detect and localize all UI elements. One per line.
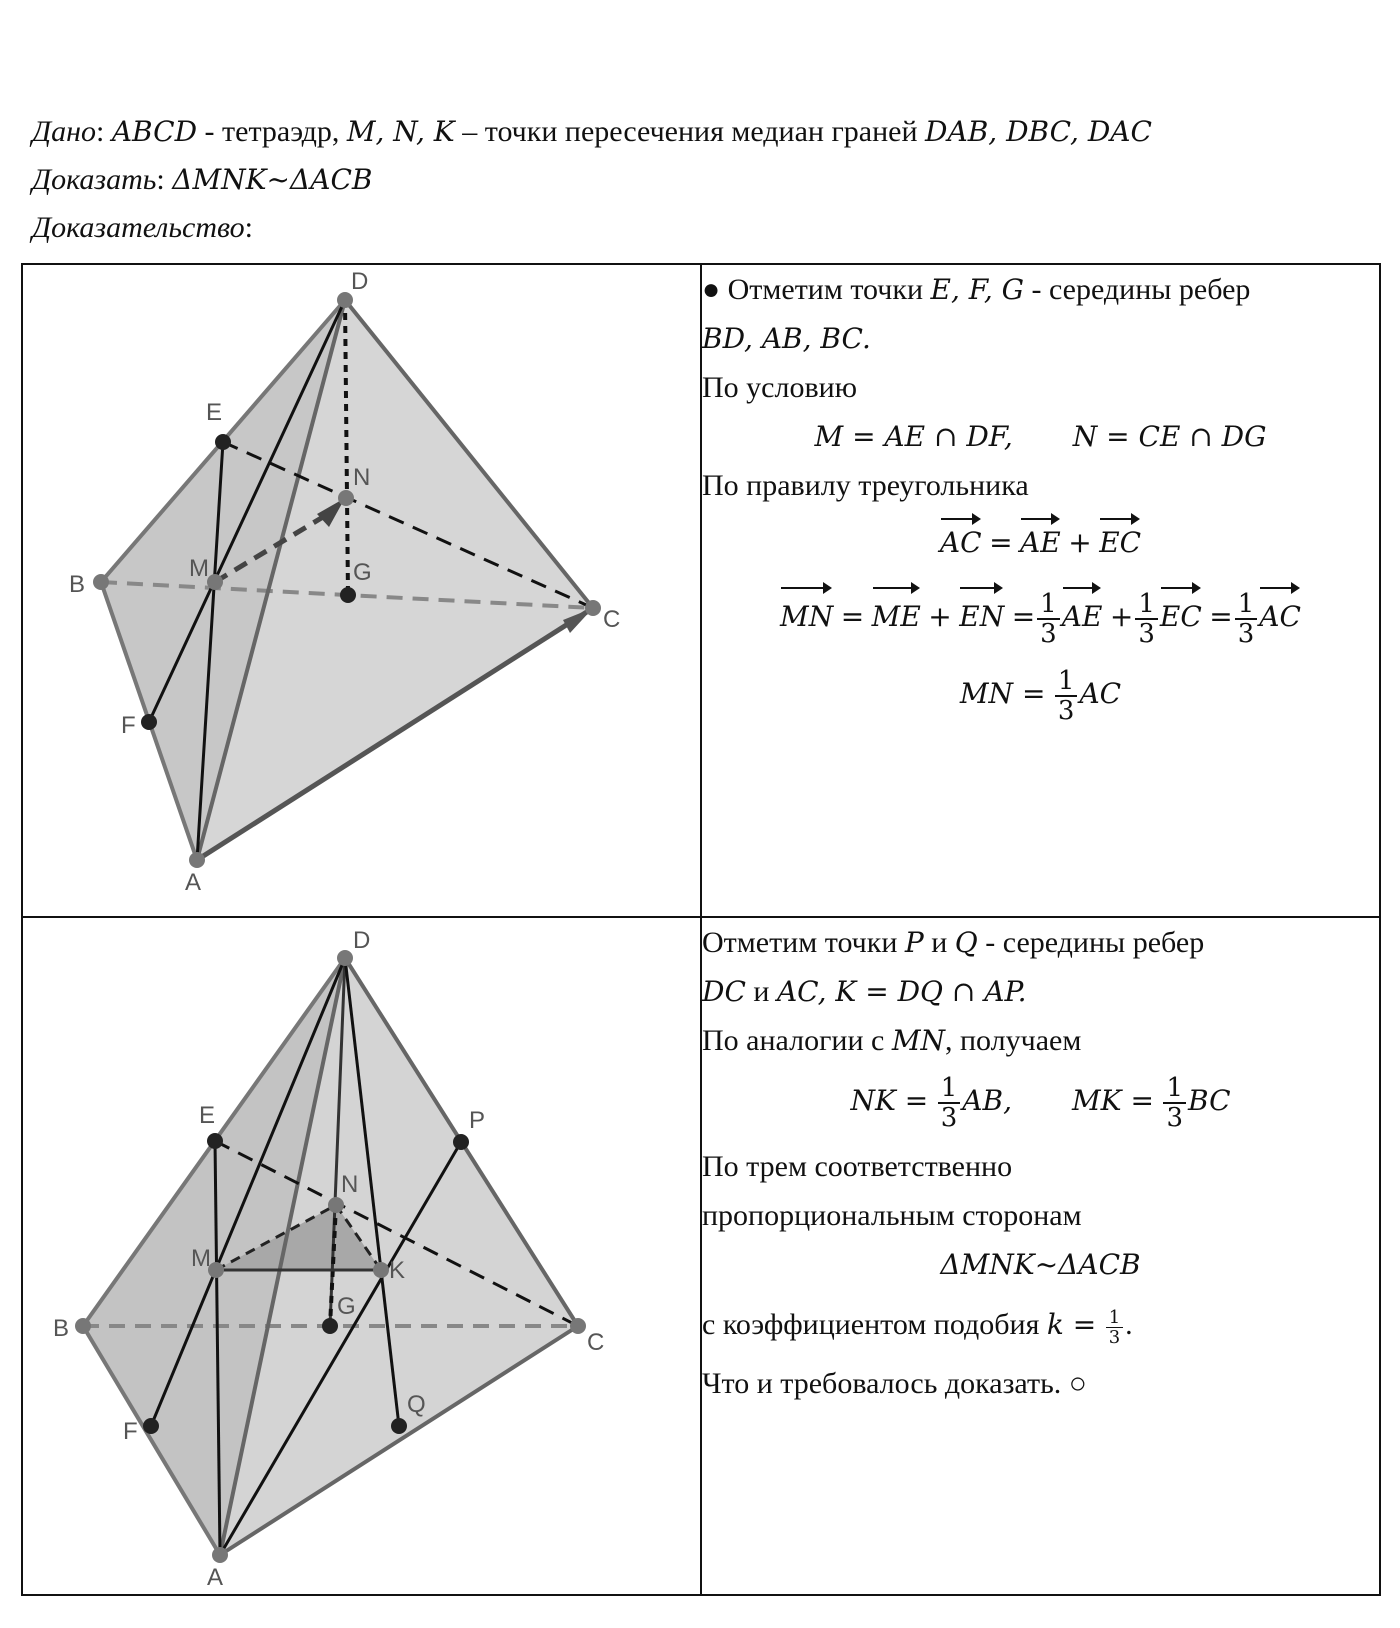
k-definition: AC, K = DQ ∩ AP. [776,975,1027,1008]
point-b [93,574,109,590]
step1-condition: По условию [702,371,858,404]
point-p-name: P [904,926,924,959]
text: ● Отметим точки [702,273,931,306]
point-d [337,950,353,966]
step1-rule: По правилу треугольника [702,469,1029,502]
given-text-2: – точки пересечения медиан граней [454,115,926,148]
points-efg: E, F, G [930,273,1024,306]
proof-step-1 [701,264,1380,917]
eq: = [1011,600,1036,633]
denominator: 3 [1040,619,1057,650]
label-b: B [69,571,86,598]
point-a [212,1547,228,1563]
prove-statement: ΔMNK~ΔACB [172,163,373,196]
nk-eq: NK = [850,1084,929,1117]
text: и [923,926,955,959]
proof-step-2 [701,917,1380,1595]
vector-ac: AC [940,512,982,567]
plus: + [1109,600,1134,633]
step2-similarity: ΔMNK~ΔACB [940,1248,1141,1282]
label-b: B [53,1315,70,1342]
label-f: F [121,712,136,739]
point-g [340,587,356,603]
mn-length [702,664,1379,725]
vector-sum-mn [702,581,1379,648]
numerator: 1 [1055,667,1078,697]
label-n: N [353,464,371,491]
tetrahedron-figure-1 [23,265,674,916]
n-definition: N = CE ∩ DG [1072,420,1267,453]
fraction-one-third [1135,590,1158,648]
label-e: E [199,1102,216,1129]
text: По аналогии с [702,1024,892,1057]
eq: = [1209,600,1233,633]
step2-intro [702,918,1379,967]
plus: + [1068,526,1092,559]
numerator: 1 [1235,590,1258,620]
step1-edges: BD, AB, BC. [702,322,871,355]
point-q-name: Q [954,926,978,959]
vector-en: EN [959,581,1004,647]
proof-line: Доказательство: [32,211,253,244]
k-eq: k = [1046,1308,1097,1342]
denominator: 3 [1108,1326,1121,1348]
text: - середины ребер [1024,273,1251,306]
text: и [745,975,777,1008]
given-faces: DAB, DBC, DAC [925,115,1152,148]
figure-cell-1 [22,264,701,917]
vector-me: ME [872,581,921,647]
label-g: G [353,559,372,586]
text: с коэффициентом подобия [702,1308,1047,1342]
vector-ec: EC [1099,512,1141,567]
given-points: M, N, K [346,115,455,148]
denominator: 3 [1166,1103,1183,1134]
point-p [453,1134,469,1150]
step1-definitions [702,412,1379,461]
fraction-one-third [1163,1074,1186,1132]
point-k [373,1262,389,1278]
prove-label: Доказать [32,163,157,196]
eq: = [840,600,865,633]
step2-edges [702,967,1379,1016]
period: . [1125,1308,1133,1342]
tetrahedron-figure-2 [23,918,674,1594]
point-e [207,1133,223,1149]
text: , получаем [945,1024,1082,1057]
point-n [328,1197,344,1213]
vector-ac: AC [1259,581,1301,647]
plus: + [928,600,952,633]
point-q [391,1418,407,1434]
mk-eq: MK = [1072,1084,1154,1117]
figure-cell-2 [22,917,701,1595]
mn-eq: MN = [959,677,1046,711]
point-b [75,1318,91,1334]
label-f: F [123,1418,138,1445]
proof-table [21,263,1381,1596]
prove-line: Доказать: ΔMNK~ΔACB [32,163,373,196]
ab: AB, [962,1084,1012,1117]
numerator: 1 [1135,590,1158,620]
eq: = [989,526,1013,559]
label-p: P [469,1107,486,1134]
label-a: A [207,1564,224,1591]
vector-ae: AE [1062,581,1103,647]
step2-analogy [702,1016,1379,1065]
point-c [585,600,601,616]
vector-sum-ac [702,512,1379,567]
fraction-one-third [1037,590,1060,648]
vector-ae: AE [1020,512,1061,567]
step2-by-three-2: пропорциональным сторонам [702,1199,1082,1233]
point-g [322,1318,338,1334]
proof-label: Доказательство [32,211,245,244]
denominator: 3 [1057,696,1075,727]
denominator: 3 [1237,619,1255,650]
numerator: 1 [1163,1074,1186,1104]
text: Отметим точки [702,926,905,959]
numerator: 1 [938,1074,961,1104]
label-g: G [337,1293,356,1320]
fraction-one-third-small [1106,1308,1123,1347]
label-m: M [191,1245,211,1272]
point-c [570,1318,586,1334]
given-label: Дано [32,115,96,148]
m-definition: M = AE ∩ DF, [814,420,1013,453]
nk-mk-lengths [702,1071,1379,1132]
bc: BC [1188,1084,1231,1117]
label-d: D [351,268,369,295]
denominator: 3 [1138,619,1155,650]
point-f [141,714,157,730]
fraction-one-third [938,1074,961,1132]
label-e: E [206,399,223,426]
mn-name: MN [891,1024,945,1057]
point-a [189,852,205,868]
vector-ec: EC [1160,581,1202,647]
step2-by-three-1: По трем соответственно [702,1150,1013,1184]
point-n [338,490,354,506]
label-m: M [189,555,209,582]
point-f [143,1418,159,1434]
numerator: 1 [1037,590,1060,620]
step2-qed: Что и требовалось доказать. ○ [702,1367,1087,1401]
label-n: N [341,1171,359,1198]
step2-coefficient [702,1297,1379,1353]
label-c: C [603,606,621,633]
point-e [215,434,231,450]
label-d: D [353,927,371,954]
given-text: - тетраэдр, [197,115,347,148]
step1-intro [702,265,1379,314]
label-k: K [389,1257,406,1284]
vector-mn: MN [780,581,833,647]
label-a: A [185,869,202,896]
problem-statement [32,108,1152,252]
given-tetrahedron: ABCD [111,115,198,148]
ac: AC [1079,677,1122,711]
denominator: 3 [940,1103,958,1134]
fraction-one-third [1055,667,1078,725]
edge-dc-name: DC [702,975,746,1008]
numerator: 1 [1106,1308,1123,1328]
text: - середины ребер [977,926,1205,959]
label-c: C [587,1329,605,1356]
fraction-one-third [1235,590,1258,648]
point-m [207,574,223,590]
given-line: Дано: ABCD - тетраэдр, M, N, K – точки пересечения медиан граней DAB, DBC, DAC [32,115,1152,148]
label-q: Q [407,1391,426,1418]
